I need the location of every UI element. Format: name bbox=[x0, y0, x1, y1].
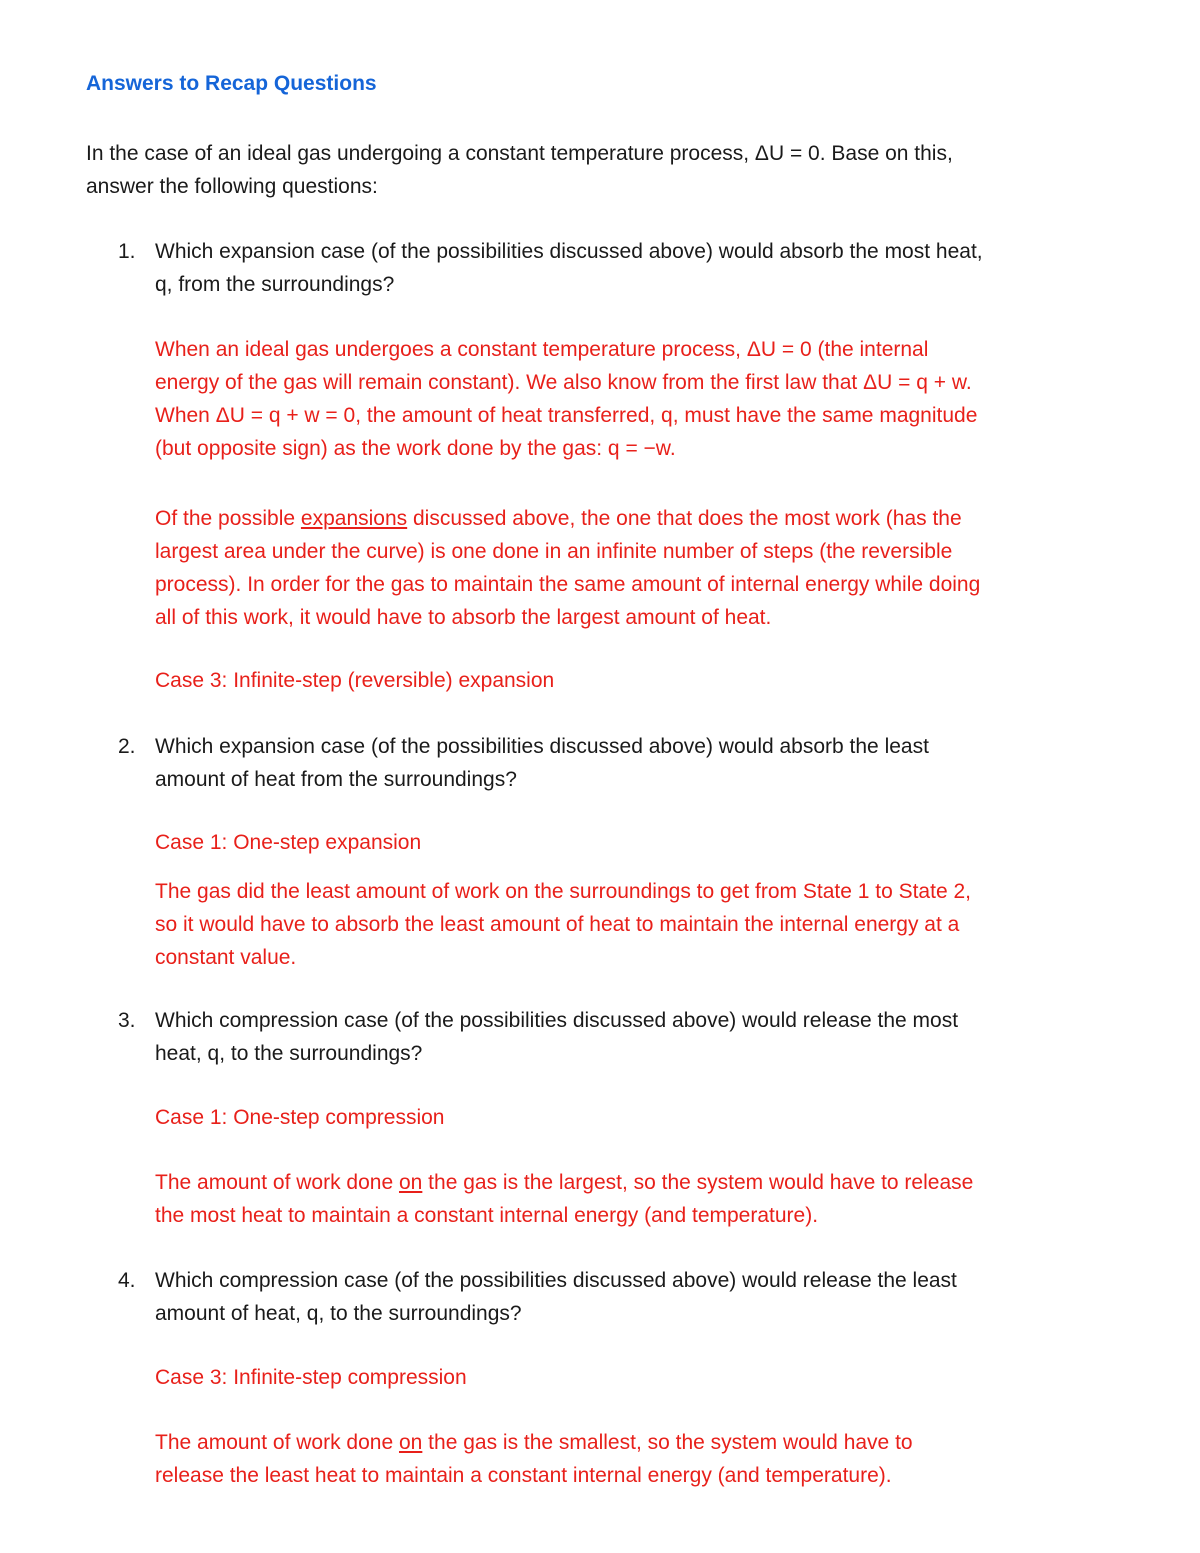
answer-line: release the least heat to maintain a constant internal energy (and temperature). bbox=[155, 1464, 892, 1487]
answer-line: all of this work, it would have to absorb the largest amount of heat. bbox=[155, 606, 772, 629]
question-3-text bbox=[155, 1004, 958, 1070]
answer-line: process). In order for the gas to maintain the same amount of internal energy while doing bbox=[155, 573, 981, 596]
answer-line: When an ideal gas undergoes a constant temperature process, ΔU = 0 (the internal bbox=[155, 338, 929, 361]
question-4-explanation bbox=[155, 1426, 913, 1492]
answer-line bbox=[155, 502, 980, 535]
answer-line: so it would have to absorb the least amount of heat to maintain the internal energy at a bbox=[155, 913, 960, 936]
answer-text: The amount of work done bbox=[155, 1171, 399, 1194]
question-1-answer: Case 3: Infinite-step (reversible) expansion bbox=[155, 669, 555, 692]
question-4-text bbox=[155, 1264, 957, 1330]
answer-line: The gas did the least amount of work on the surroundings to get from State 1 to State 2, bbox=[155, 880, 971, 903]
question-number: 4. bbox=[118, 1269, 136, 1292]
question-line: q, from the surroundings? bbox=[155, 273, 395, 296]
answer-text: Of the possible bbox=[155, 507, 301, 530]
answer-text: discussed above, the one that does the most work (has the bbox=[407, 507, 962, 530]
answer-text: The amount of work done bbox=[155, 1431, 399, 1454]
answer-line bbox=[155, 1426, 913, 1459]
question-number: 2. bbox=[118, 735, 136, 758]
answer-text: the gas is the smallest, so the system would have to bbox=[422, 1431, 913, 1454]
answer-text: the gas is the largest, so the system would have to release bbox=[422, 1171, 974, 1194]
answer-line: When ΔU = q + w = 0, the amount of heat transferred, q, must have the same magnitude bbox=[155, 404, 978, 427]
question-3-explanation bbox=[155, 1166, 973, 1232]
question-line: Which compression case (of the possibilities discussed above) would release the least bbox=[155, 1269, 957, 1292]
question-line: heat, q, to the surroundings? bbox=[155, 1042, 423, 1065]
underlined-word: on bbox=[398, 1431, 423, 1454]
question-2-answer: Case 1: One-step expansion bbox=[155, 831, 422, 854]
answer-line: constant value. bbox=[155, 946, 297, 969]
question-3-answer: Case 1: One-step compression bbox=[155, 1106, 445, 1129]
answer-line: the most heat to maintain a constant internal energy (and temperature). bbox=[155, 1204, 819, 1227]
answer-line bbox=[155, 1166, 973, 1199]
question-line: Which compression case (of the possibilities discussed above) would release the most bbox=[155, 1009, 959, 1032]
question-line: Which expansion case (of the possibilities discussed above) would absorb the least bbox=[155, 735, 929, 758]
question-number: 1. bbox=[118, 240, 136, 263]
question-2-text bbox=[155, 730, 929, 796]
question-4-answer: Case 3: Infinite-step compression bbox=[155, 1366, 467, 1389]
answer-line: energy of the gas will remain constant). We also know from the first law that ΔU = q + w. bbox=[155, 371, 972, 394]
underlined-word: on bbox=[398, 1171, 423, 1194]
question-1-explanation-2 bbox=[155, 502, 980, 634]
underlined-word: expansions bbox=[300, 507, 408, 530]
answer-line: (but opposite sign) as the work done by the gas: q = −w. bbox=[155, 437, 676, 460]
question-line: Which expansion case (of the possibilities discussed above) would absorb the most heat, bbox=[155, 240, 983, 263]
question-2-explanation bbox=[155, 875, 971, 974]
answer-line: largest area under the curve) is one done in an infinite number of steps (the reversible bbox=[155, 540, 953, 563]
page-title: Answers to Recap Questions bbox=[86, 72, 377, 95]
intro-paragraph bbox=[86, 137, 953, 203]
intro-line: answer the following questions: bbox=[86, 175, 378, 198]
question-line: amount of heat, q, to the surroundings? bbox=[155, 1302, 522, 1325]
question-1-text bbox=[155, 235, 983, 301]
question-line: amount of heat from the surroundings? bbox=[155, 768, 517, 791]
intro-line: In the case of an ideal gas undergoing a constant temperature process, ΔU = 0. Base on this, bbox=[86, 142, 953, 165]
question-number: 3. bbox=[118, 1009, 136, 1032]
question-1-explanation-1 bbox=[155, 333, 977, 465]
